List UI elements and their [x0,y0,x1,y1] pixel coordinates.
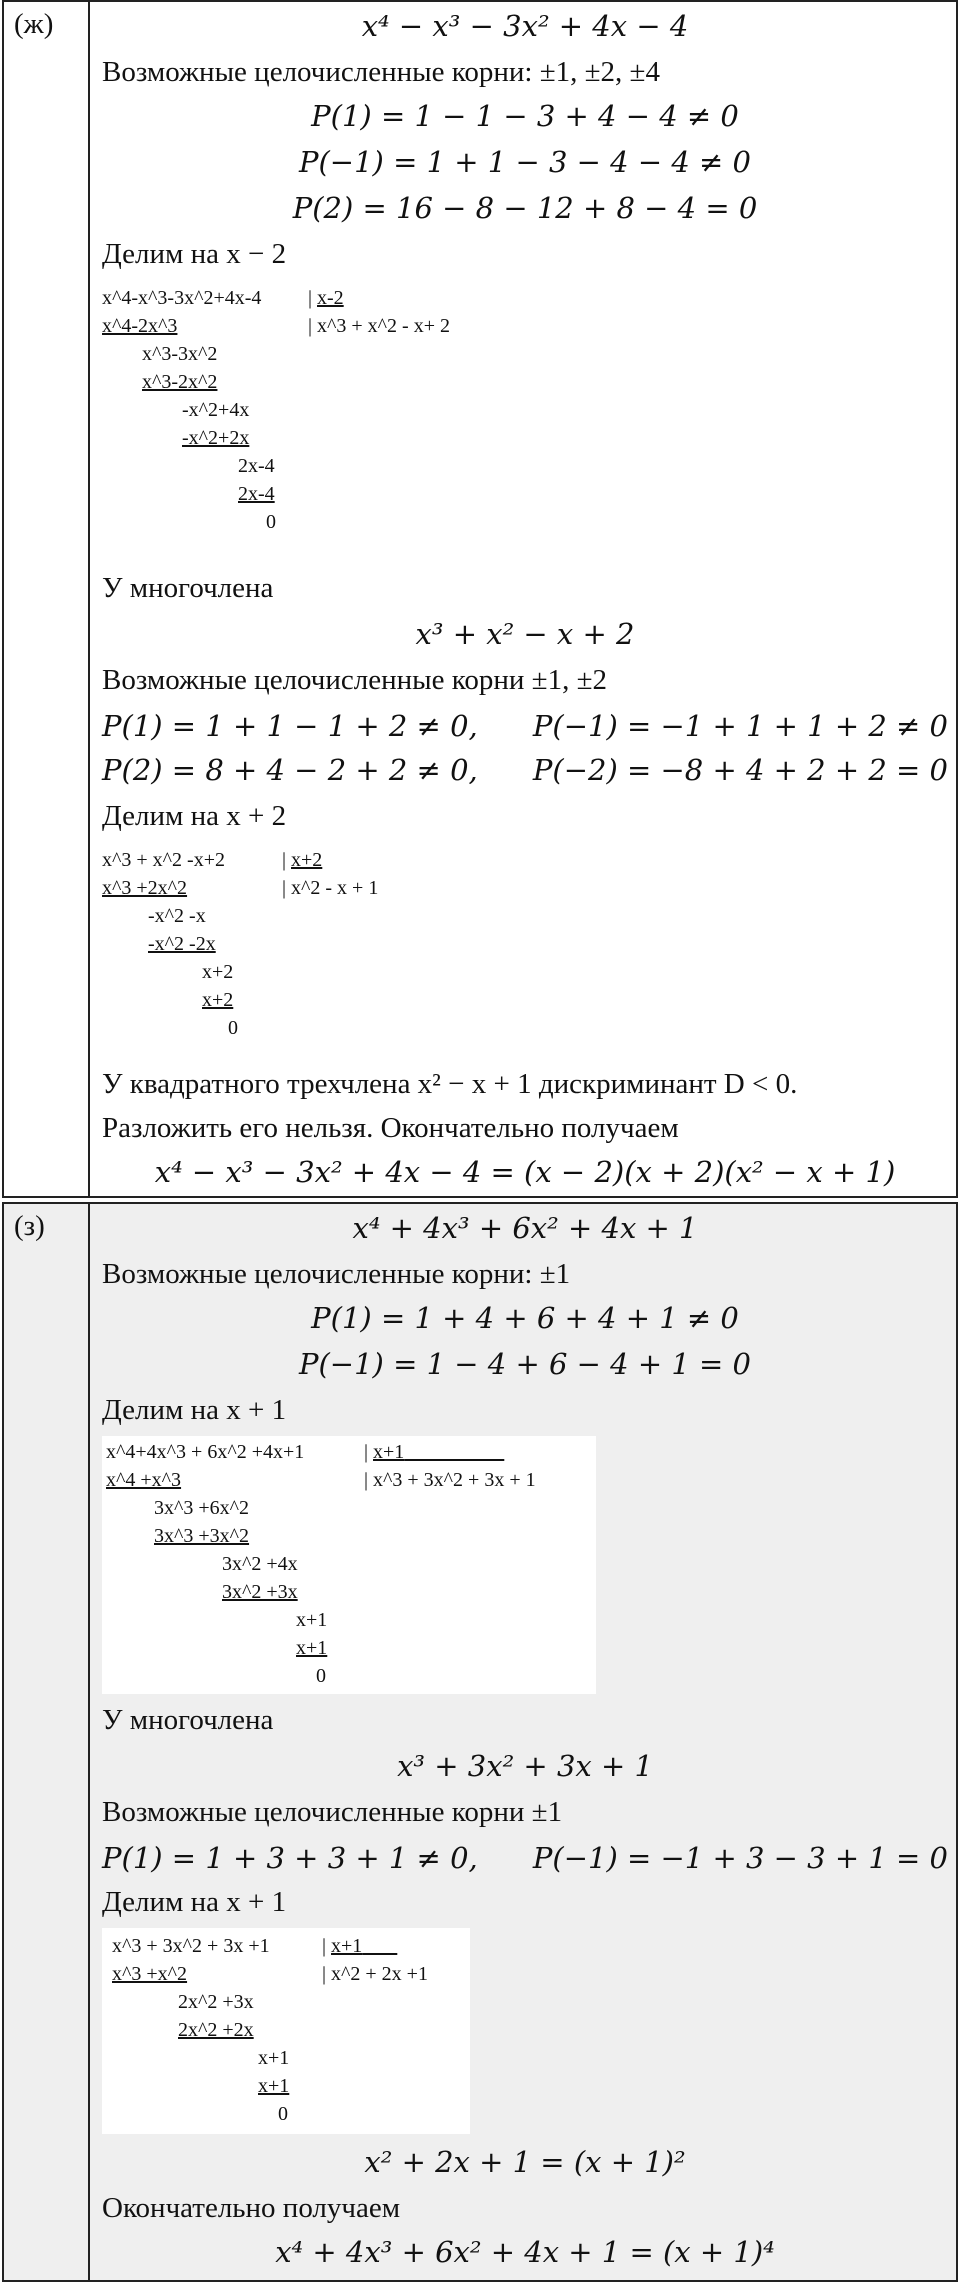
division-step: x+1 [296,1609,328,1631]
check-row [102,748,948,792]
division-divisor: x+1 [373,1441,405,1463]
division-remainder: 0 [316,1665,326,1687]
poly-label: У многочлена [102,1704,274,1736]
division-divisor: x+2 [291,849,323,871]
division-dividend: x^4-x^3-3x^2+4x-4 [102,287,262,309]
roots-text: Возможные целочисленные корни: ±1, ±2, ±4 [102,56,660,88]
division-remainder: 0 [278,2103,288,2125]
final-factorization: x⁴ + 4x³ + 6x² + 4x + 1 = (x + 1)⁴ [275,2235,775,2269]
long-division: x^4+4x^3 + 6x^2 +4x+1 | x+1 | x^3 + 3x^2 + 3x + 1 x^4 +x^3 3x^3 +6x^2 3x^3 +3x^2 3x^2 +4x 3x^2 +3x x+1 x+1 0 [102,1436,596,1694]
check-right: P(−1) = −1 + 1 + 1 + 2 ≠ 0 [532,709,948,743]
division-step: x+2 [202,989,234,1011]
division-remainder: 0 [228,1017,238,1039]
long-division: x^3 + 3x^2 + 3x +1 | x+1 | x^2 + 2x +1 x^3 +x^2 2x^2 +3x 2x^2 +2x x+1 x+1 0 [102,1928,470,2134]
division-step: x^3-2x^2 [142,371,218,393]
division-quotient: | x^2 + 2x +1 [322,1963,428,1985]
division-step: -x^2 -2x [148,933,216,955]
check-row [102,1836,948,1880]
section-content [90,2,956,1196]
check-row [102,704,948,748]
division-step: x^3-3x^2 [142,343,218,365]
section-zh [2,0,958,1198]
conclusion-line: Разложить его нельзя. Окончательно получаем [102,1112,679,1144]
division-step: 3x^3 +6x^2 [154,1497,250,1519]
division-dividend: x^3 + x^2 -x+2 [102,849,225,871]
long-division: x^3 + x^2 -x+2 | x+2 | x^2 - x + 1 x^3 +2x^2 -x^2 -x -x^2 -2x x+2 x+2 0 [102,846,422,1046]
division-step: 3x^2 +3x [222,1581,298,1603]
poly-label: У многочлена [102,572,274,604]
division-dividend: x^4+4x^3 + 6x^2 +4x+1 [106,1441,305,1463]
division-divisor: x+1 [331,1935,363,1957]
check-left: P(2) = 8 + 4 − 2 + 2 ≠ 0, [102,753,478,787]
division-step: x^3 +x^2 [112,1963,188,1985]
polynomial: x³ + x² − x + 2 [415,617,635,651]
section-content [90,1204,956,2280]
division-quotient: | x^3 + 3x^2 + 3x + 1 [364,1469,536,1491]
roots-text: Возможные целочисленные корни ±1 [102,1796,563,1828]
division-step: -x^2 -x [148,905,206,927]
division-step: 2x^2 +2x [178,2019,254,2041]
division-quotient: | x^3 + x^2 - x+ 2 [308,315,450,337]
divide-text: Делим на x + 1 [102,1394,287,1426]
division-step: 2x-4 [238,455,275,477]
division-quotient: | x^2 - x + 1 [282,877,379,899]
check-right: P(−1) = −1 + 3 − 3 + 1 = 0 [532,1841,948,1875]
divide-text: Делим на x + 1 [102,1886,287,1918]
check-left: P(1) = 1 + 3 + 3 + 1 ≠ 0, [102,1841,478,1875]
roots-text: Возможные целочисленные корни: ±1 [102,1258,571,1290]
check-left: P(1) = 1 + 1 − 1 + 2 ≠ 0, [102,709,478,743]
roots-text: Возможные целочисленные корни ±1, ±2 [102,664,607,696]
conclusion-line: У квадратного трехчлена x² − x + 1 дискриминант D < 0. [102,1068,798,1100]
long-division: x^4-x^3-3x^2+4x-4 | x-2 | x^3 + x^2 - x+ 2 x^4-2x^3 x^3-3x^2 x^3-2x^2 -x^2+4x -x^2+2x 2x-4 2x-4 0 [102,284,502,544]
division-step: x+1 [258,2047,290,2069]
division-step: x+1 [258,2075,290,2097]
division-step: x^4 +x^3 [106,1469,182,1491]
section-label-cell [4,1204,90,2280]
check-line: P(2) = 16 − 8 − 12 + 8 − 4 = 0 [292,191,758,225]
conclusion-line: Окончательно получаем [102,2192,401,2224]
polynomial-title: x⁴ − x³ − 3x² + 4x − 4 [361,9,689,43]
division-step: 2x-4 [238,483,275,505]
division-step: x+1 [296,1637,328,1659]
polynomial-title: x⁴ + 4x³ + 6x² + 4x + 1 [352,1211,698,1245]
section-label-cell [4,2,90,1196]
division-step: -x^2+4x [182,399,250,421]
check-line: P(−1) = 1 + 1 − 3 − 4 − 4 ≠ 0 [298,145,751,179]
polynomial: x³ + 3x² + 3x + 1 [397,1749,653,1783]
division-divisor: x-2 [317,287,344,309]
division-dividend: x^3 + 3x^2 + 3x +1 [112,1935,270,1957]
divide-text: Делим на x − 2 [102,238,287,270]
check-line: P(1) = 1 − 1 − 3 + 4 − 4 ≠ 0 [311,99,739,133]
division-step: 2x^2 +3x [178,1991,254,2013]
check-right: P(−2) = −8 + 4 + 2 + 2 = 0 [532,753,948,787]
division-step: x^3 +2x^2 [102,877,188,899]
divide-text: Делим на x + 2 [102,800,287,832]
division-step: x^4-2x^3 [102,315,178,337]
division-step: 3x^2 +4x [222,1553,298,1575]
section-z [2,1202,958,2282]
final-factorization: x⁴ − x³ − 3x² + 4x − 4 = (x − 2)(x + 2)(x² − x + 1) [154,1155,896,1189]
division-step: x+2 [202,961,234,983]
division-remainder: 0 [266,511,276,533]
section-label: (ж) [14,8,54,40]
square-identity: x² + 2x + 1 = (x + 1)² [364,2145,686,2179]
section-label: (з) [14,1210,45,1242]
check-line: P(1) = 1 + 4 + 6 + 4 + 1 ≠ 0 [311,1301,739,1335]
check-line: P(−1) = 1 − 4 + 6 − 4 + 1 = 0 [298,1347,751,1381]
division-step: 3x^3 +3x^2 [154,1525,250,1547]
division-step: -x^2+2x [182,427,250,449]
